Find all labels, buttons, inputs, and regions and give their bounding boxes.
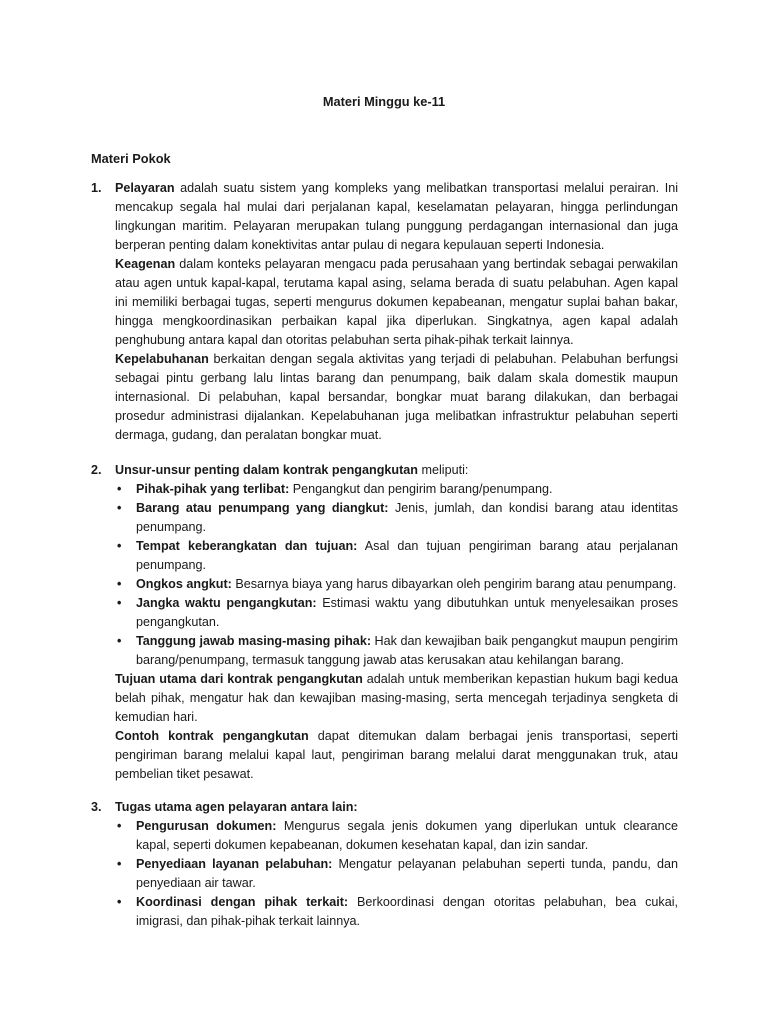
bullet-icon: • <box>117 577 122 591</box>
section-1 <box>91 179 678 445</box>
paragraph-text: dalam konteks pelayaran mengacu pada perusahaan yang bertindak sebagai perwakilan atau agen untuk kapal-kapal, terutama kapal asing, selama berada di suatu pelabuhan. Agen kapal ini memiliki berbagai tugas, seperti mengurus dokumen kepabeanan, mengatur suplai bahan bakar, hingga mengkoordinasikan perbaikan kapal jika diperlukan. Singkatnya, agen kapal adalah penghubung antara kapal dan otoritas pelabuhan serta pihak-pihak terkait lainnya. <box>115 257 678 347</box>
intro-bold: Unsur-unsur penting dalam kontrak pengangkutan <box>115 463 418 477</box>
bullet-icon: • <box>117 596 122 610</box>
section-number: 2. <box>91 463 102 477</box>
term: Pelayaran <box>115 181 175 195</box>
paragraph-keagenan <box>115 255 678 350</box>
list-item <box>115 817 678 855</box>
term: Jangka waktu pengangkutan: <box>136 596 317 610</box>
list-item <box>115 480 678 499</box>
item-text: Berkoordinasi dengan otoritas pelabuhan, bea cukai, imigrasi, dan pihak-pihak terkait lainnya. <box>136 895 679 928</box>
section-2 <box>91 461 678 784</box>
paragraph-text: adalah suatu sistem yang kompleks yang melibatkan transportasi melalui perairan. Ini mencakup segala hal mulai dari perjalanan kapal, keselamatan pelayaran, hingga perlindungan lingkungan maritim. Pelayaran merupakan tulang punggung perdagangan internasional dan juga berperan penting dalam konektivitas antar pulau di negara kepulauan seperti Indonesia. <box>115 181 678 252</box>
list-item <box>115 893 678 931</box>
bullet-list <box>115 817 678 931</box>
list-item <box>115 632 678 670</box>
term: Penyediaan layanan pelabuhan: <box>136 857 333 871</box>
bullet-icon: • <box>117 482 122 496</box>
bullet-icon: • <box>117 539 122 553</box>
list-item <box>115 594 678 632</box>
bullet-icon: • <box>117 895 122 909</box>
page-title: Materi Minggu ke-11 <box>322 94 446 109</box>
list-item <box>115 855 678 893</box>
section-heading: Materi Pokok <box>91 151 171 166</box>
term: Kepelabuhanan <box>115 352 209 366</box>
section-number: 3. <box>91 800 102 814</box>
item-text: Estimasi waktu yang dibutuhkan untuk menyelesaikan proses pengangkutan. <box>136 596 678 629</box>
bullet-icon: • <box>117 819 122 833</box>
item-text: Mengurus segala jenis dokumen yang diperlukan untuk clearance kapal, seperti dokumen kepabeanan, dokumen kesehatan kapal, dan izin sandar. <box>136 819 678 852</box>
paragraph-pelayaran <box>115 179 678 255</box>
term: Tujuan utama dari kontrak pengangkutan <box>115 672 363 686</box>
list-item <box>115 537 678 575</box>
term: Barang atau penumpang yang diangkut: <box>136 501 389 515</box>
item-text: Mengatur pelayanan pelabuhan seperti tunda, pandu, dan penyediaan air tawar. <box>136 857 678 890</box>
term: Koordinasi dengan pihak terkait: <box>136 895 349 909</box>
item-text: Asal dan tujuan pengiriman barang atau perjalanan penumpang. <box>136 539 678 572</box>
item-text: Besarnya biaya yang harus dibayarkan oleh pengirim barang atau penumpang. <box>231 577 677 591</box>
item-text: Pengangkut dan pengirim barang/penumpang. <box>289 482 553 496</box>
section-intro <box>115 461 678 480</box>
paragraph-tujuan <box>115 670 678 727</box>
paragraph-contoh <box>115 727 678 784</box>
list-item <box>115 575 678 594</box>
term: Contoh kontrak pengangkutan <box>115 729 309 743</box>
item-text: Hak dan kewajiban baik pengangkut maupun pengirim barang/penumpang, termasuk tanggung jawab atas kerusakan atau kehilangan barang. <box>136 634 678 667</box>
paragraph-text: dapat ditemukan dalam berbagai jenis transportasi, seperti pengiriman barang melalui kapal laut, pengiriman barang melalui darat menggunakan truk, atau pembelian tiket pesawat. <box>115 729 678 781</box>
section-3 <box>91 798 678 931</box>
term: Pengurusan dokumen: <box>136 819 277 833</box>
section-intro: Tugas utama agen pelayaran antara lain: <box>115 800 358 814</box>
paragraph-text: berkaitan dengan segala aktivitas yang terjadi di pelabuhan. Pelabuhan berfungsi sebagai pintu gerbang lalu lintas barang dan penumpang, baik dalam skala domestik maupun internasional. Di pelabuhan, kapal bersandar, bongkar muat barang dilakukan, dan berbagai prosedur administrasi dijalankan. Kepelabuhanan juga melibatkan infrastruktur pelabuhan seperti dermaga, gudang, dan peralatan bongkar muat. <box>115 352 678 442</box>
term: Tempat keberangkatan dan tujuan: <box>136 539 358 553</box>
list-item <box>115 499 678 537</box>
term: Pihak-pihak yang terlibat: <box>136 482 290 496</box>
paragraph-text: adalah untuk memberikan kepastian hukum bagi kedua belah pihak, mengatur hak dan kewajiban masing-masing, serta mencegah terjadinya sengketa di kemudian hari. <box>115 672 678 724</box>
term: Tanggung jawab masing-masing pihak: <box>136 634 372 648</box>
bullet-icon: • <box>117 501 122 515</box>
section-number: 1. <box>91 181 102 195</box>
paragraph-kepelabuhanan <box>115 350 678 445</box>
intro-rest: meliputi: <box>417 463 469 477</box>
term: Keagenan <box>115 257 176 271</box>
bullet-list <box>115 480 678 670</box>
item-text: Jenis, jumlah, dan kondisi barang atau identitas penumpang. <box>136 501 679 534</box>
term: Ongkos angkut: <box>136 577 232 591</box>
bullet-icon: • <box>117 634 122 648</box>
bullet-icon: • <box>117 857 122 871</box>
